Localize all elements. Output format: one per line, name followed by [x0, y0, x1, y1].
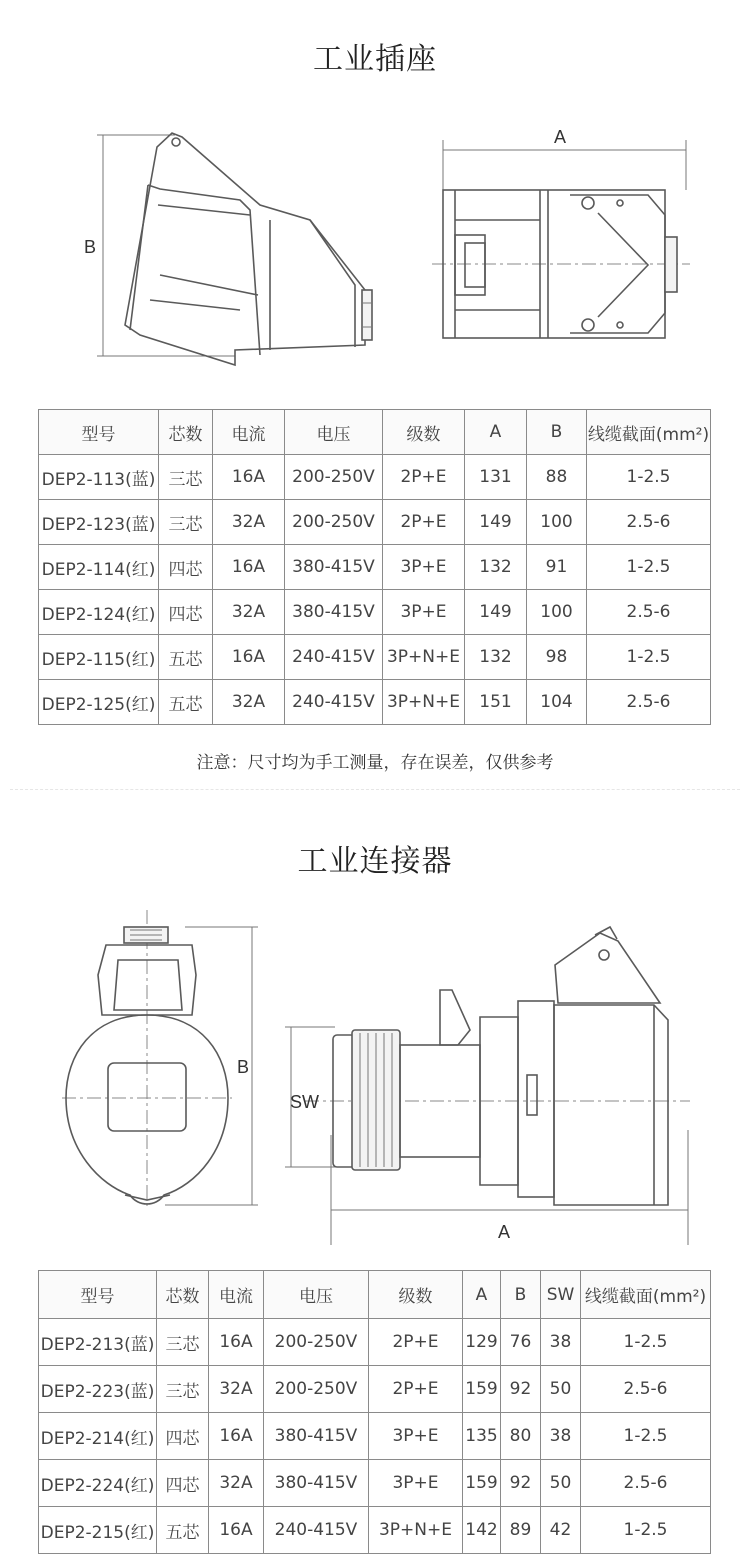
cell-a: 149	[465, 500, 527, 545]
col-header-voltage: 电压	[285, 410, 383, 455]
cell-b: 92	[501, 1460, 541, 1507]
cell-cable: 2.5-6	[587, 590, 711, 635]
connector-front-view	[62, 910, 258, 1210]
col-header-b: B	[501, 1271, 541, 1319]
table-row	[39, 1366, 711, 1413]
table-row	[39, 1319, 711, 1366]
section1-title: 工业插座	[313, 42, 437, 77]
cell-current: 16A	[209, 1507, 264, 1554]
cell-cores: 五芯	[157, 1507, 209, 1554]
cell-cores: 四芯	[157, 1460, 209, 1507]
cell-voltage: 380-415V	[285, 590, 383, 635]
col-header-voltage: 电压	[264, 1271, 369, 1319]
cell-poles: 3P+N+E	[383, 680, 465, 725]
col-header-cable: 线缆截面(mm²)	[581, 1271, 711, 1319]
col-header-cores: 芯数	[157, 1271, 209, 1319]
cell-poles: 3P+N+E	[383, 635, 465, 680]
cell-voltage: 200-250V	[264, 1319, 369, 1366]
cell-sw: 42	[541, 1507, 581, 1554]
cell-cable: 2.5-6	[587, 500, 711, 545]
cell-voltage: 240-415V	[285, 680, 383, 725]
connector-dim-b-label: B	[237, 1057, 250, 1077]
table-row	[39, 590, 711, 635]
col-header-sw: SW	[541, 1271, 581, 1319]
cell-b: 98	[527, 635, 587, 680]
socket-drawings	[0, 125, 750, 365]
table-row	[39, 635, 711, 680]
socket-spec-table	[38, 409, 711, 725]
cell-a: 132	[465, 545, 527, 590]
cell-cable: 1-2.5	[581, 1319, 711, 1366]
cell-a: 149	[465, 590, 527, 635]
cell-poles: 3P+N+E	[369, 1507, 463, 1554]
cell-poles: 3P+E	[369, 1460, 463, 1507]
table-row	[39, 1507, 711, 1554]
cell-cable: 1-2.5	[587, 635, 711, 680]
table-row	[39, 545, 711, 590]
measurement-note: 注意：尺寸均为手工测量，存在误差，仅供参考	[196, 753, 554, 773]
cell-model: DEP2-124(红)	[39, 590, 159, 635]
cell-cable: 1-2.5	[587, 455, 711, 500]
connector-drawings	[0, 905, 750, 1245]
cell-current: 16A	[209, 1413, 264, 1460]
cell-current: 32A	[209, 1460, 264, 1507]
cell-current: 16A	[209, 1319, 264, 1366]
cell-sw: 38	[541, 1413, 581, 1460]
col-header-a: A	[463, 1271, 501, 1319]
col-header-b: B	[527, 410, 587, 455]
cell-voltage: 200-250V	[285, 500, 383, 545]
socket-table-header-row	[39, 410, 711, 455]
connector-spec-table	[38, 1270, 711, 1554]
cell-poles: 3P+E	[383, 545, 465, 590]
cell-a: 129	[463, 1319, 501, 1366]
col-header-cable: 线缆截面(mm²)	[587, 410, 711, 455]
cell-a: 159	[463, 1460, 501, 1507]
cell-cable: 1-2.5	[587, 545, 711, 590]
table-row	[39, 500, 711, 545]
cell-model: DEP2-213(蓝)	[39, 1319, 157, 1366]
cell-cable: 2.5-6	[587, 680, 711, 725]
col-header-poles: 级数	[369, 1271, 463, 1319]
cell-cores: 三芯	[159, 500, 213, 545]
cell-cable: 1-2.5	[581, 1413, 711, 1460]
col-header-model: 型号	[39, 410, 159, 455]
cell-model: DEP2-214(红)	[39, 1413, 157, 1460]
cell-b: 88	[527, 455, 587, 500]
cell-b: 92	[501, 1366, 541, 1413]
cell-voltage: 240-415V	[264, 1507, 369, 1554]
cell-cores: 三芯	[157, 1366, 209, 1413]
table-row	[39, 455, 711, 500]
cell-poles: 3P+E	[383, 590, 465, 635]
cell-a: 159	[463, 1366, 501, 1413]
cell-b: 100	[527, 500, 587, 545]
cell-current: 32A	[209, 1366, 264, 1413]
cell-cores: 三芯	[157, 1319, 209, 1366]
connector-table-header-row	[39, 1271, 711, 1319]
cell-poles: 3P+E	[369, 1413, 463, 1460]
cell-poles: 2P+E	[369, 1319, 463, 1366]
col-header-cores: 芯数	[159, 410, 213, 455]
socket-dim-b-label: B	[84, 237, 97, 257]
cell-model: DEP2-223(蓝)	[39, 1366, 157, 1413]
table-row	[39, 1460, 711, 1507]
col-header-poles: 级数	[383, 410, 465, 455]
cell-current: 16A	[213, 635, 285, 680]
cell-current: 32A	[213, 590, 285, 635]
cell-cores: 五芯	[159, 680, 213, 725]
cell-cable: 2.5-6	[581, 1460, 711, 1507]
cell-current: 32A	[213, 680, 285, 725]
cell-sw: 50	[541, 1460, 581, 1507]
cell-cores: 三芯	[159, 455, 213, 500]
socket-dim-a-label: A	[554, 127, 567, 147]
cell-current: 16A	[213, 455, 285, 500]
cell-poles: 2P+E	[383, 455, 465, 500]
cell-poles: 2P+E	[369, 1366, 463, 1413]
cell-b: 91	[527, 545, 587, 590]
cell-voltage: 200-250V	[264, 1366, 369, 1413]
cell-voltage: 240-415V	[285, 635, 383, 680]
col-header-model: 型号	[39, 1271, 157, 1319]
cell-a: 132	[465, 635, 527, 680]
cell-sw: 38	[541, 1319, 581, 1366]
col-header-current: 电流	[209, 1271, 264, 1319]
cell-sw: 50	[541, 1366, 581, 1413]
connector-side-view	[285, 927, 690, 1245]
connector-dim-sw-label: SW	[290, 1092, 319, 1112]
cell-model: DEP2-215(红)	[39, 1507, 157, 1554]
connector-dim-a-label: A	[498, 1222, 511, 1242]
cell-cores: 五芯	[159, 635, 213, 680]
cell-b: 89	[501, 1507, 541, 1554]
cell-model: DEP2-113(蓝)	[39, 455, 159, 500]
cell-poles: 2P+E	[383, 500, 465, 545]
table-row	[39, 680, 711, 725]
col-header-a: A	[465, 410, 527, 455]
cell-b: 104	[527, 680, 587, 725]
section2-title: 工业连接器	[297, 844, 453, 879]
cell-current: 16A	[213, 545, 285, 590]
cell-a: 142	[463, 1507, 501, 1554]
cell-b: 100	[527, 590, 587, 635]
cell-model: DEP2-125(红)	[39, 680, 159, 725]
cell-voltage: 380-415V	[264, 1460, 369, 1507]
socket-side-view	[84, 133, 372, 365]
cell-a: 131	[465, 455, 527, 500]
cell-model: DEP2-123(蓝)	[39, 500, 159, 545]
cell-voltage: 380-415V	[264, 1413, 369, 1460]
cell-cores: 四芯	[159, 545, 213, 590]
cell-cores: 四芯	[159, 590, 213, 635]
section-divider	[10, 789, 740, 790]
cell-a: 151	[465, 680, 527, 725]
cell-voltage: 200-250V	[285, 455, 383, 500]
cell-cores: 四芯	[157, 1413, 209, 1460]
cell-model: DEP2-115(红)	[39, 635, 159, 680]
socket-front-view	[432, 127, 690, 338]
cell-b: 76	[501, 1319, 541, 1366]
cell-model: DEP2-224(红)	[39, 1460, 157, 1507]
cell-current: 32A	[213, 500, 285, 545]
cell-b: 80	[501, 1413, 541, 1460]
cell-cable: 1-2.5	[581, 1507, 711, 1554]
col-header-current: 电流	[213, 410, 285, 455]
cell-model: DEP2-114(红)	[39, 545, 159, 590]
table-row	[39, 1413, 711, 1460]
cell-voltage: 380-415V	[285, 545, 383, 590]
cell-cable: 2.5-6	[581, 1366, 711, 1413]
cell-a: 135	[463, 1413, 501, 1460]
